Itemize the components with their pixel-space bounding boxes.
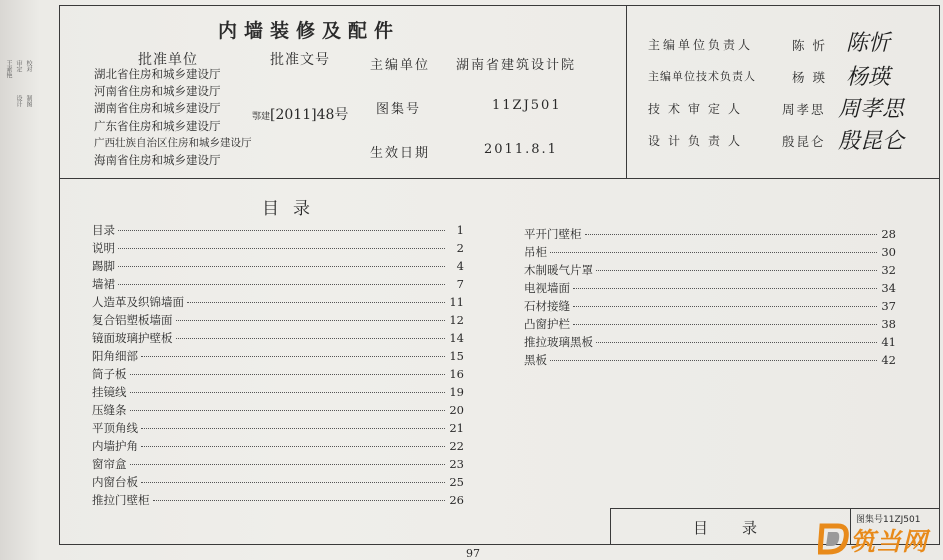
personnel-role: 技术审定人 [648, 102, 749, 116]
approval-doc-number [252, 104, 348, 124]
side-stamp-cell: 审定 [15, 60, 22, 72]
approval-unit: 广东省住房和城乡建设厅 [94, 118, 221, 133]
toc-entry [92, 312, 464, 330]
toc-leader-dots [585, 234, 878, 235]
toc-entry [92, 420, 464, 438]
toc-entry-page: 26 [449, 493, 464, 507]
approval-unit: 湖南省住房和城乡建设厅 [94, 101, 221, 116]
toc-entry-title: 平顶角线 [92, 421, 138, 435]
toc-leader-dots [550, 360, 877, 361]
toc-leader-dots [550, 252, 877, 253]
approval-unit: 河南省住房和城乡建设厅 [94, 84, 221, 99]
toc-entry [524, 352, 896, 370]
toc-entry-title: 说明 [92, 241, 115, 255]
toc-entry-title: 吊柜 [524, 245, 547, 259]
approval-unit: 广西壮族自治区住房和城乡建设厅 [94, 136, 252, 149]
logo-mark-icon [818, 522, 850, 556]
toc-entry-title: 阳角细部 [92, 349, 138, 363]
toc-entry [92, 402, 464, 420]
toc-entry-title: 推拉玻璃黑板 [524, 335, 593, 349]
toc-entry [524, 262, 896, 280]
toc-entry-title: 筒子板 [92, 367, 127, 381]
toc-entry-page: 25 [449, 475, 464, 489]
toc-entry-page: 28 [881, 227, 896, 241]
toc-leader-dots [176, 320, 446, 321]
toc-entry [92, 456, 464, 474]
toc-entry-page: 2 [456, 241, 464, 255]
toc-leader-dots [118, 230, 445, 231]
toc-entry-title: 电视墙面 [524, 281, 570, 295]
toc-entry [524, 316, 896, 334]
approval-doc-prefix: 鄂建 [252, 112, 271, 122]
toc-entry-page: 30 [881, 245, 896, 259]
approval-unit: 海南省住房和城乡建设厅 [94, 153, 221, 168]
toc-entry-title: 压缝条 [92, 403, 127, 417]
personnel-role: 主编单位技术负责人 [648, 70, 756, 83]
side-stamp-cell: 设计 [15, 95, 22, 107]
toc-entry [524, 298, 896, 316]
toc-leader-dots [118, 266, 445, 267]
toc-entry-page: 4 [456, 259, 464, 273]
toc-entry-page: 16 [449, 367, 464, 381]
toc-leader-dots [596, 270, 877, 271]
personnel-signature: 周孝思 [838, 97, 905, 122]
toc-entry-title: 凸窗护栏 [524, 317, 570, 331]
toc-entry [92, 276, 464, 294]
personnel-role: 设计负责人 [648, 134, 749, 148]
toc-entry-page: 34 [881, 281, 896, 295]
toc-leader-dots [130, 392, 446, 393]
approval-doc-value: [2011]48号 [270, 107, 349, 123]
toc-entry-page: 15 [449, 349, 464, 363]
toc-entry-title: 内窗台板 [92, 475, 138, 489]
toc-leader-dots [596, 342, 877, 343]
toc-entry-title: 黑板 [524, 353, 547, 367]
toc-leader-dots [573, 288, 877, 289]
toc-leader-dots [187, 302, 445, 303]
toc-entry [524, 226, 896, 244]
atlas-no-label: 图集号 [376, 102, 422, 117]
site-logo [818, 520, 940, 558]
toc-entry [92, 366, 464, 384]
side-stamp-cell: 校对 [25, 60, 32, 72]
approval-unit-list [94, 66, 252, 169]
sheet-title: 目录 [693, 519, 792, 537]
toc-entry-title: 窗帘盒 [92, 457, 127, 471]
toc-entry-title: 墙裙 [92, 277, 115, 291]
personnel-signature: 陈忻 [846, 31, 891, 56]
toc-entry-page: 20 [449, 403, 464, 417]
side-stamp-cell: 制图 [25, 95, 32, 107]
toc-entry-title: 平开门壁柜 [524, 227, 582, 241]
effective-date-value: 2011.8.1 [484, 142, 558, 157]
chief-unit-value: 湖南省建筑设计院 [456, 58, 577, 73]
toc-entry [92, 240, 464, 258]
toc-entry-page: 22 [449, 439, 464, 453]
toc-entry-page: 1 [456, 223, 464, 237]
toc-entry [92, 348, 464, 366]
toc-entry [524, 280, 896, 298]
toc-leader-dots [573, 324, 877, 325]
title-block-atlas-value: 11ZJ501 [883, 515, 921, 525]
toc-entry [92, 384, 464, 402]
toc-leader-dots [130, 410, 446, 411]
toc-entry-page: 21 [449, 421, 464, 435]
toc-leader-dots [141, 446, 445, 447]
personnel-role: 主编单位负责人 [648, 38, 754, 52]
toc-entry-title: 木制暖气片罩 [524, 263, 593, 277]
toc-leader-dots [573, 306, 877, 307]
toc-entry-page: 19 [449, 385, 464, 399]
logo-text: 筑当网 [850, 527, 929, 556]
toc-leader-dots [176, 338, 446, 339]
toc-leader-dots [141, 482, 445, 483]
toc-leader-dots [141, 428, 445, 429]
title-block-atlas-label: 图集号 [856, 515, 884, 525]
toc-right-column [524, 226, 896, 370]
toc-entry-title: 推拉门壁柜 [92, 493, 150, 507]
toc-entry [92, 294, 464, 312]
chief-unit-label: 主编单位 [370, 58, 431, 73]
side-stamp [2, 60, 32, 150]
toc-entry-title: 复合铝塑板墙面 [92, 313, 173, 327]
toc-entry-title: 内墙护角 [92, 439, 138, 453]
personnel-name: 杨 瑛 [792, 70, 827, 85]
toc-entry [92, 474, 464, 492]
toc-entry-page: 12 [449, 313, 464, 327]
toc-entry [92, 222, 464, 240]
toc-leader-dots [130, 374, 446, 375]
personnel-divider [626, 5, 627, 178]
side-stamp-cell: 王素艳 [5, 60, 12, 78]
toc-title: 目录 [262, 199, 324, 219]
approval-unit-label: 批准单位 [138, 52, 198, 68]
approval-unit: 湖北省住房和城乡建设厅 [94, 67, 221, 81]
toc-leader-dots [118, 284, 445, 285]
toc-entry-title: 人造革及织锦墙面 [92, 295, 184, 309]
toc-entry-page: 23 [449, 457, 464, 471]
toc-leader-dots [130, 464, 446, 465]
personnel-signature: 杨瑛 [846, 65, 891, 90]
header-divider [59, 178, 940, 179]
effective-date-label: 生效日期 [370, 146, 431, 161]
toc-entry-title: 踢脚 [92, 259, 115, 273]
toc-leader-dots [153, 500, 446, 501]
toc-entry-title: 挂镜线 [92, 385, 127, 399]
toc-entry-page: 11 [449, 295, 464, 309]
title-block-left [610, 508, 611, 545]
toc-left-column [92, 222, 464, 510]
toc-entry [92, 492, 464, 510]
toc-entry-title: 石材接缝 [524, 299, 570, 313]
approval-doc-label: 批准文号 [270, 52, 330, 68]
atlas-no-value: 11ZJ501 [492, 98, 562, 113]
toc-entry-title: 镜面玻璃护壁板 [92, 331, 173, 345]
toc-entry [524, 244, 896, 262]
page-number: 97 [466, 547, 480, 560]
toc-entry-page: 38 [881, 317, 896, 331]
toc-entry [92, 330, 464, 348]
personnel-name: 周孝思 [782, 102, 826, 117]
personnel-name: 陈 忻 [792, 38, 827, 53]
toc-leader-dots [141, 356, 445, 357]
toc-entry-page: 32 [881, 263, 896, 277]
personnel-name: 殷昆仑 [782, 134, 826, 149]
toc-entry-page: 14 [449, 331, 464, 345]
toc-leader-dots [118, 248, 445, 249]
drawing-title: 内墙装修及配件 [218, 20, 401, 42]
title-block-top [610, 508, 940, 509]
toc-entry-page: 41 [881, 335, 896, 349]
toc-entry [92, 258, 464, 276]
toc-entry-page: 37 [881, 299, 896, 313]
toc-entry-page: 42 [881, 353, 896, 367]
toc-entry [524, 334, 896, 352]
toc-entry-page: 7 [456, 277, 464, 291]
toc-entry [92, 438, 464, 456]
toc-entry-title: 目录 [92, 223, 115, 237]
personnel-signature: 殷昆仑 [838, 129, 905, 154]
